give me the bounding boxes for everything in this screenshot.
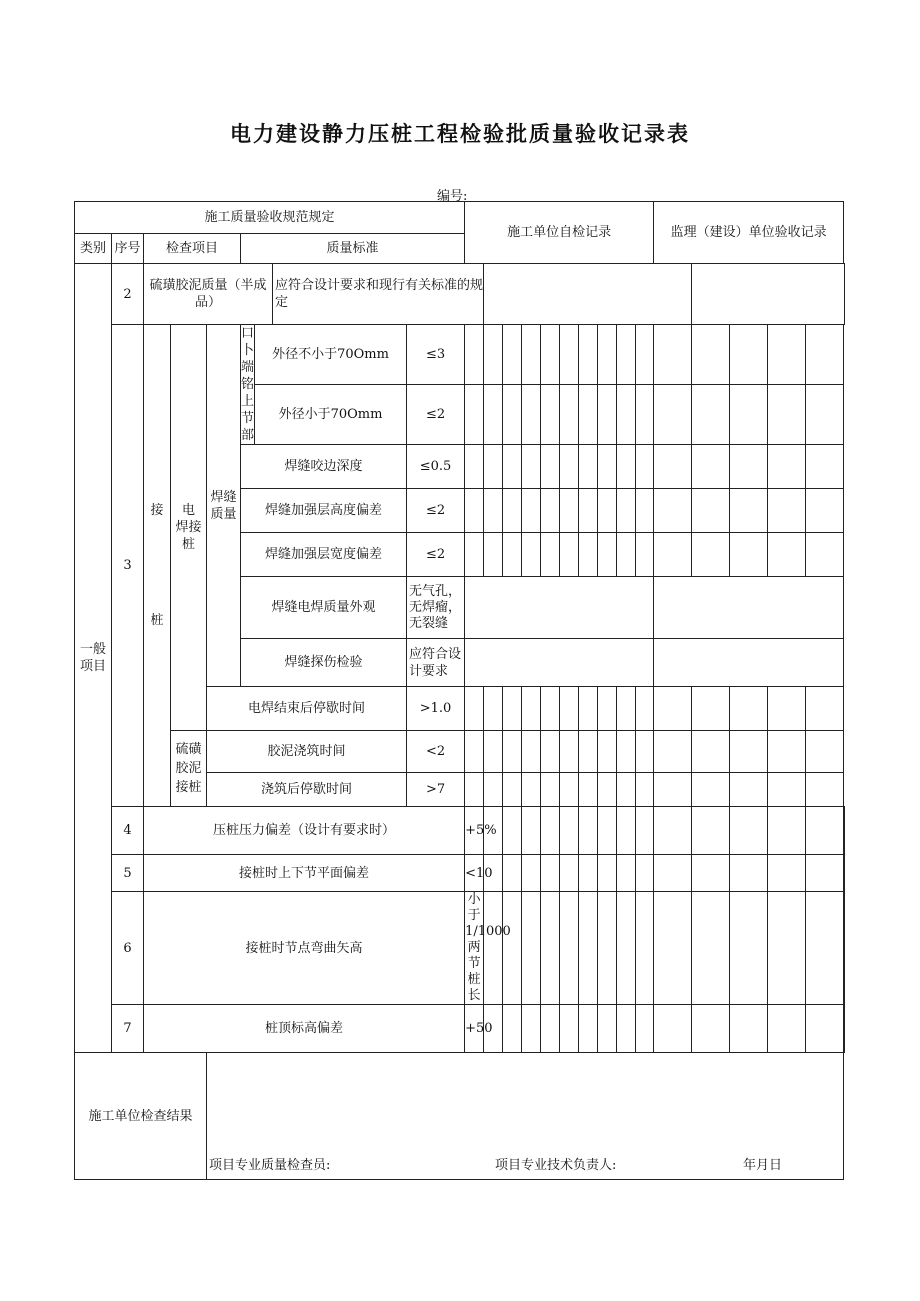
seq-6: 6 [112, 892, 144, 1005]
code-label: 编号: [437, 189, 468, 204]
supervisor-flaw[interactable] [654, 639, 844, 687]
pour-time: 胶泥浇筑时间 [207, 731, 407, 773]
group-pile-joint: 接桩 [144, 325, 171, 807]
self-check-flaw[interactable] [465, 639, 654, 687]
tech-lead-label: 项目专业技术负责人: [495, 1158, 617, 1173]
footer-label: 施工单位检查结果 [75, 1053, 207, 1180]
d-ge700: 外径不小于70Omm [255, 325, 407, 385]
value-4: +5% [465, 807, 484, 855]
upper-section: 口卜端铭上节部 [241, 326, 255, 443]
header-item: 检查项目 [144, 234, 241, 264]
seq-3: 3 [112, 325, 144, 807]
weld-pause-val: >1.0 [407, 687, 465, 731]
seq-5: 5 [112, 855, 144, 892]
weld-appearance-val: 无气孔，无焊瘤，无裂缝 [407, 577, 465, 639]
inspection-table [74, 201, 845, 1180]
weld-quality: 焊缝质量 [207, 325, 241, 687]
electric-weld-joint: 电 焊接桩 [171, 325, 207, 731]
flaw-detection-val: 应符合设计要求 [407, 639, 465, 687]
item-5: 接桩时上下节平面偏差 [144, 855, 465, 892]
category-general: 一般项目 [75, 264, 112, 1053]
reinf-width-val: ≤2 [407, 533, 465, 577]
seq-4: 4 [112, 807, 144, 855]
item-7: 桩顶标高偏差 [144, 1005, 465, 1053]
header-category: 类别 [75, 234, 112, 264]
seq-7: 7 [112, 1005, 144, 1053]
header-spec: 施工质量验收规范规定 [75, 202, 465, 234]
value-7: +50 [465, 1005, 484, 1053]
supervisor-appearance[interactable] [654, 577, 844, 639]
seq-2: 2 [112, 264, 144, 325]
pour-time-val: <2 [407, 731, 465, 773]
weld-pause: 电焊结束后停歇时间 [207, 687, 407, 731]
footer-signatures[interactable] [207, 1053, 844, 1180]
item-6: 接桩时节点弯曲矢高 [144, 892, 465, 1005]
date-label: 年月日 [743, 1158, 783, 1173]
reinf-height-val: ≤2 [407, 489, 465, 533]
d-lt700-val: ≤2 [407, 385, 465, 445]
standard-2: 应符合设计要求和现行有关标准的规定 [273, 264, 484, 325]
value-5: <10 [465, 855, 484, 892]
d-lt700: 外径小于70Omm [255, 385, 407, 445]
inspector-label: 项目专业质量检查员: [209, 1158, 331, 1173]
weld-appearance: 焊缝电焊质量外观 [241, 577, 407, 639]
page-title: 电力建设静力压桩工程检验批质量验收记录表 [230, 121, 690, 146]
self-check-2[interactable] [484, 264, 692, 325]
supervisor-2[interactable] [692, 264, 845, 325]
header-supervisor: 监理（建设）单位验收记录 [654, 202, 844, 264]
item-2: 硫璜胶泥质量（半成品） [144, 264, 273, 325]
header-standard: 质量标准 [241, 234, 465, 264]
header-seq: 序号 [112, 234, 144, 264]
self-check-appearance[interactable] [465, 577, 654, 639]
d-ge700-val: ≤3 [407, 325, 465, 385]
header-self-check: 施工单位自检记录 [465, 202, 654, 264]
after-pour-val: >7 [407, 773, 465, 807]
value-6: 小于1/1000两节桩长 [465, 892, 511, 1003]
reinf-height: 焊缝加强层高度偏差 [241, 489, 407, 533]
item-4: 压桩压力偏差（设计有要求时） [144, 807, 465, 855]
after-pour: 浇筑后停歇时间 [207, 773, 407, 807]
reinf-width: 焊缝加强层宽度偏差 [241, 533, 407, 577]
sulfur-joint: 硫磺胶泥接桩 [171, 731, 207, 807]
undercut-val: ≤0.5 [407, 445, 465, 489]
undercut: 焊缝咬边深度 [241, 445, 407, 489]
flaw-detection: 焊缝探伤检验 [241, 639, 407, 687]
